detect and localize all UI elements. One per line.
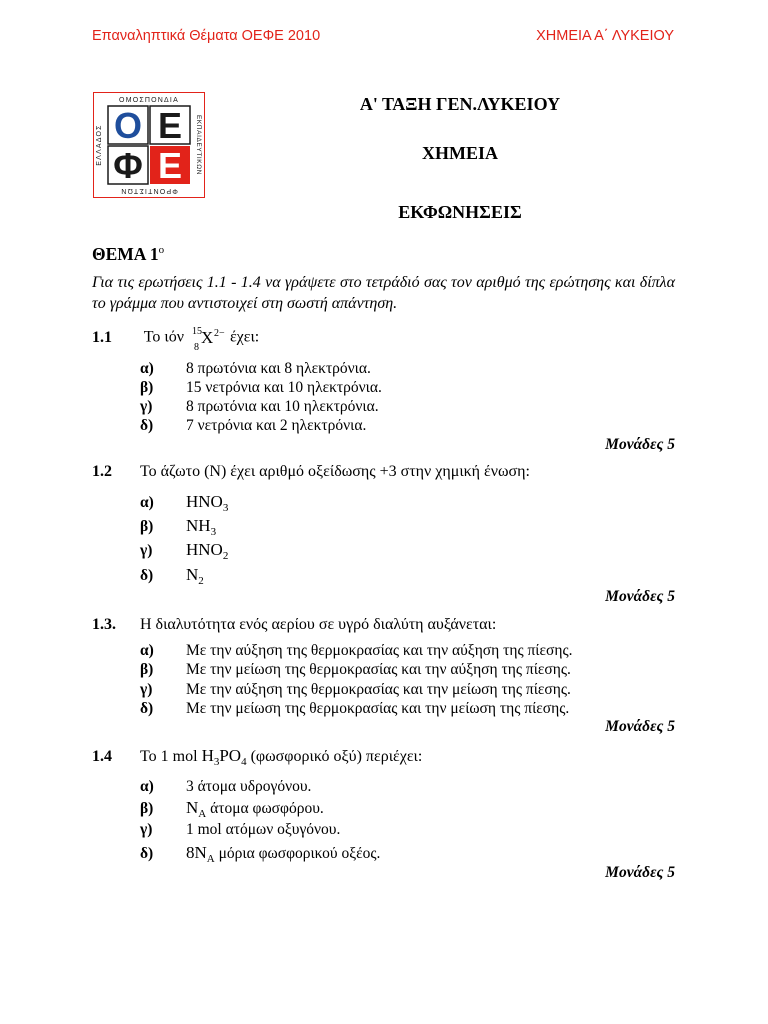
question-1-2	[92, 462, 530, 482]
option	[140, 777, 311, 796]
logo-letter-1: Ο	[113, 105, 143, 146]
option-letter: β)	[140, 518, 154, 535]
instructions-text: Για τις ερωτήσεις 1.1 - 1.4 να γράψετε στο τετράδιό σας τον αριθμό της ερώτησης και δίπλα το γράμμα που αντιστοιχεί στη σωστή απάντηση.	[92, 274, 675, 312]
option-letter: α)	[140, 778, 154, 795]
option	[140, 843, 380, 869]
option-text: 8 πρωτόνια και 10 ηλεκτρόνια.	[186, 398, 379, 415]
option-letter: γ)	[140, 398, 153, 415]
units-label: Μονάδες 5	[605, 436, 675, 453]
option-letter: δ)	[140, 700, 154, 717]
option	[140, 492, 228, 518]
option-text: Με την αύξηση της θερμοκρασίας και την αύξηση της πίεσης.	[186, 642, 573, 659]
option-text: Με την μείωση της θερμοκρασίας και την αύξηση της πίεσης.	[186, 661, 571, 678]
option	[140, 641, 572, 660]
isotope-symbol: X	[200, 328, 214, 347]
thema-heading	[92, 244, 164, 265]
option-letter: γ)	[140, 542, 153, 559]
logo-bottom-text: ΦΡΟΝΤΙΣΤΩΝ	[120, 187, 178, 194]
option-letter: β)	[140, 661, 154, 678]
question-number: 1.2	[92, 463, 112, 480]
option-letter: γ)	[140, 681, 153, 698]
option-text: 1 mol ατόμων οξυγόνου.	[186, 821, 341, 838]
formula-sub: 3	[210, 526, 217, 538]
option-letter: γ)	[140, 821, 153, 838]
option-letter: α)	[140, 360, 154, 377]
option-text: Με την αύξηση της θερμοκρασίας και την μείωση της πίεσης.	[186, 681, 571, 698]
thema-label: ΘΕΜΑ 1	[92, 244, 159, 264]
option-letter: β)	[140, 800, 154, 817]
question-1-1	[92, 326, 260, 353]
option-letter: β)	[140, 379, 154, 396]
question-prefix: Το 1 mol	[140, 748, 198, 765]
question-number: 1.4	[92, 748, 112, 765]
units-label: Μονάδες 5	[605, 864, 675, 881]
option-letter: δ)	[140, 567, 154, 584]
oefe-logo	[93, 92, 205, 198]
formula-part: H	[201, 746, 214, 765]
option	[140, 516, 216, 542]
option-text: 8 πρωτόνια και 8 ηλεκτρόνια.	[186, 360, 371, 377]
units-label: Μονάδες 5	[605, 718, 675, 735]
thema-sup: ο	[158, 244, 165, 257]
isotope-mass: 15	[191, 326, 202, 337]
option-letter: δ)	[140, 417, 154, 434]
question-1-3	[92, 615, 496, 635]
question-number: 1.1	[92, 328, 112, 346]
formula-sub: 3	[222, 502, 229, 514]
formula-sub: A	[198, 808, 207, 820]
option-letter: δ)	[140, 845, 154, 862]
logo-letter-4: Ε	[157, 145, 183, 186]
option-text: 3 άτομα υδρογόνου.	[186, 778, 312, 795]
class-title: Α' ΤΑΞΗ ΓΕΝ.ΛΥΚΕΙΟΥ	[359, 94, 561, 114]
logo-right-text: ΕΚΠΑΙΔΕΥΤΙΚΩΝ	[195, 115, 202, 175]
option	[140, 660, 571, 679]
option-text: άτομα φωσφόρου.	[210, 800, 324, 817]
option	[140, 680, 571, 699]
option	[140, 378, 382, 397]
units-label: Μονάδες 5	[605, 588, 675, 605]
option-text: 7 νετρόνια και 2 ηλεκτρόνια.	[186, 417, 367, 434]
question-text: Το άζωτο (Ν) έχει αριθμό οξείδωσης +3 στην χημική ένωση:	[140, 463, 530, 480]
formula-main: HNO	[186, 540, 223, 559]
logo-top-text: ΟΜΟΣΠΟΝΔΙΑ	[119, 97, 179, 104]
question-prefix: Το ιόν	[143, 328, 184, 346]
logo-left-text: ΕΛΛΑΔΟΣ	[96, 124, 103, 166]
formula-main: NH	[186, 516, 211, 535]
option-text: 15 νετρόνια και 10 ηλεκτρόνια.	[186, 379, 382, 396]
option	[140, 820, 340, 839]
question-1-4	[92, 746, 422, 772]
option	[140, 540, 228, 566]
formula-sub: 4	[241, 756, 247, 768]
logo-letter-3: Φ	[113, 145, 143, 186]
isotope-notation	[191, 326, 225, 353]
formula-sub: 2	[222, 550, 229, 562]
logo-letter-2: Ε	[157, 105, 183, 146]
option-text: Με την μείωση της θερμοκρασίας και την μείωση της πίεσης.	[186, 700, 570, 717]
question-number: 1.3.	[92, 616, 116, 633]
question-text: Η διαλυτότητα ενός αερίου σε υγρό διαλύτη αυξάνεται:	[140, 616, 497, 633]
subject-title: ΧΗΜΕΙΑ	[422, 143, 498, 163]
option	[140, 416, 366, 435]
formula-sub: 3	[213, 756, 220, 768]
option	[140, 565, 204, 591]
question-suffix: έχει:	[229, 328, 260, 346]
option	[140, 699, 569, 718]
formula-main: HNO	[186, 492, 223, 511]
isotope-atomic-number: 8	[193, 342, 199, 353]
formula-main: 8N	[186, 843, 207, 862]
option	[140, 359, 371, 378]
formula-main: N	[186, 565, 199, 584]
question-suffix: (φωσφορικό οξύ) περιέχει:	[250, 748, 423, 765]
formula-part: PO	[219, 746, 242, 765]
formula-sub: A	[206, 853, 215, 865]
section-title: ΕΚΦΩΝΗΣΕΙΣ	[398, 202, 522, 222]
option	[140, 397, 379, 416]
formula-sub: 2	[198, 575, 204, 587]
option-letter: α)	[140, 642, 154, 659]
header-right-text: ΧΗΜΕΙΑ Α΄ ΛΥΚΕΙΟΥ	[536, 28, 674, 44]
formula-main: N	[186, 798, 199, 817]
option-text: μόρια φωσφορικού οξέος.	[218, 845, 381, 862]
isotope-charge: 2−	[213, 328, 225, 339]
option-letter: α)	[140, 494, 154, 511]
header-left-text: Επαναληπτικά Θέματα ΟΕΦΕ 2010	[92, 28, 321, 44]
